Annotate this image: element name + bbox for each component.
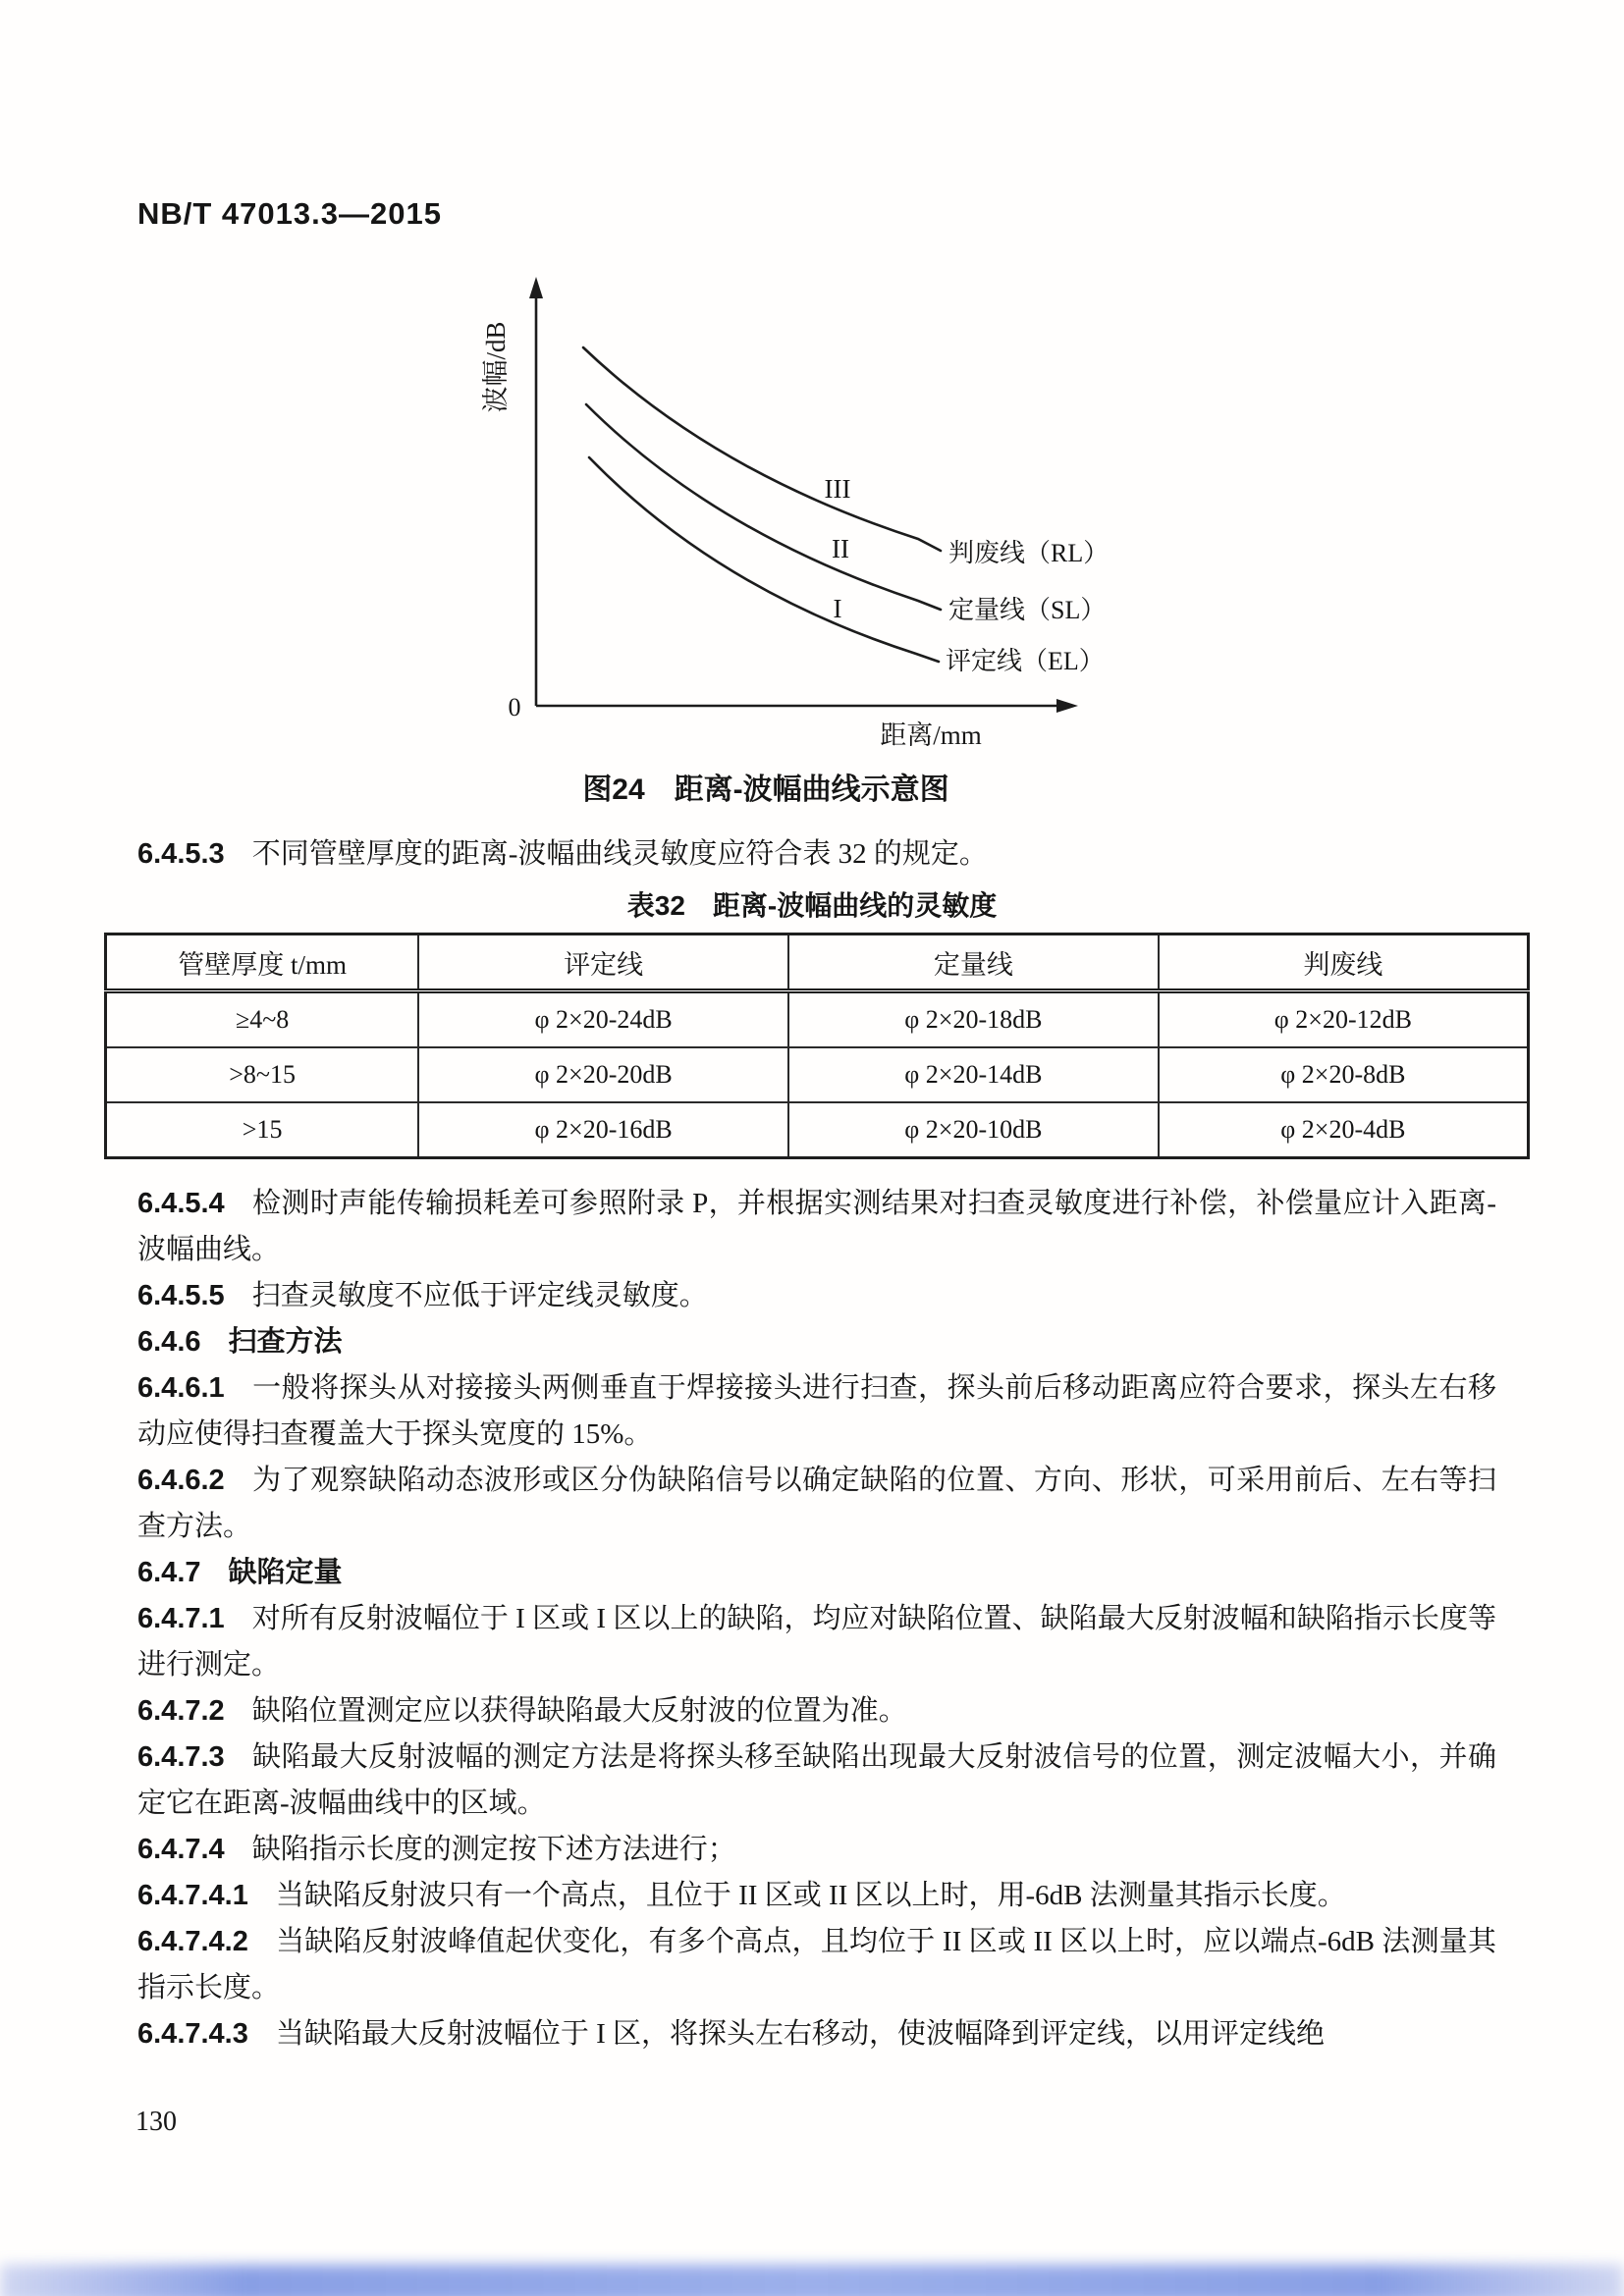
table-cell: φ 2×20-4dB xyxy=(1159,1102,1529,1158)
clause-text: 扫查灵敏度不应低于评定线灵敏度。 xyxy=(251,1280,708,1311)
table-cell: φ 2×20-20dB xyxy=(418,1047,788,1102)
table-cell: φ 2×20-18dB xyxy=(788,991,1159,1048)
table-cell: φ 2×20-8dB xyxy=(1159,1047,1529,1102)
clause-6.4.5.5 xyxy=(137,1273,1496,1319)
clause-6.4.7.4.2 xyxy=(137,1919,1496,2011)
clause-6.4.7 xyxy=(137,1550,1496,1596)
curve-evaluate-line xyxy=(589,457,939,662)
clause-text: 不同管壁厚度的距离-波幅曲线灵敏度应符合表 32 的规定。 xyxy=(251,838,988,870)
clause-number: 6.4.7.2 xyxy=(137,1695,225,1727)
zone-label-ii: II xyxy=(832,534,849,563)
clause-text: 缺陷最大反射波幅的测定方法是将探头移至缺陷出现最大反射波信号的位置，测定波幅大小，并确定它在距离-波幅曲线中的区域。 xyxy=(137,1741,1496,1819)
clause-6.4.6.2 xyxy=(137,1458,1496,1550)
clause-text: 一般将探头从对接接头两侧垂直于焊接接头进行扫查，探头前后移动距离应符合要求，探头左右移动应使得扫查覆盖大于探头宽度的 15%。 xyxy=(137,1372,1496,1450)
clause-number: 6.4.7.4.2 xyxy=(137,1926,248,1957)
clause-text: 缺陷定量 xyxy=(228,1557,343,1588)
clause-number: 6.4.5.4 xyxy=(137,1188,225,1219)
table-row xyxy=(106,991,1529,1048)
y-axis-arrow-icon xyxy=(529,277,543,298)
scan-artifact-band xyxy=(0,2265,1624,2296)
curve-label-sl: 定量线（SL） xyxy=(948,596,1107,624)
clause-number: 6.4.7.4.3 xyxy=(137,2018,248,2050)
clause-text: 当缺陷最大反射波幅位于 I 区，将探头左右移动，使波幅降到评定线，以用评定线绝 xyxy=(275,2018,1326,2050)
table-header-evaluate: 评定线 xyxy=(418,934,788,991)
clause-6.4.6 xyxy=(137,1319,1496,1365)
clause-text: 对所有反射波幅位于 I 区或 I 区以上的缺陷，均应对缺陷位置、缺陷最大反射波幅和缺陷指示长度等进行测定。 xyxy=(137,1603,1496,1681)
clause-6.4.7.4.3 xyxy=(137,2011,1496,2057)
table-cell: >15 xyxy=(106,1102,419,1158)
table-row xyxy=(106,1102,1529,1158)
figure-24 xyxy=(471,263,1286,759)
clause-number: 6.4.5.3 xyxy=(137,838,225,870)
clause-number: 6.4.7.4.1 xyxy=(137,1880,248,1911)
clause-text: 当缺陷反射波峰值起伏变化，有多个高点，且均位于 II 区或 II 区以上时，应以端点-6dB 法测量其指示长度。 xyxy=(137,1926,1496,2003)
clause-list xyxy=(137,1181,1496,2057)
table-cell: φ 2×20-24dB xyxy=(418,991,788,1048)
table-cell: φ 2×20-10dB xyxy=(788,1102,1159,1158)
clause-6.4.7.4.1 xyxy=(137,1873,1496,1919)
clause-6.4.7.3 xyxy=(137,1735,1496,1827)
clause-number: 6.4.7.3 xyxy=(137,1741,225,1773)
table-cell: φ 2×20-16dB xyxy=(418,1102,788,1158)
dac-curve-chart xyxy=(471,263,1286,759)
curve-label-rl: 判废线（RL） xyxy=(948,539,1110,567)
clause-number: 6.4.5.5 xyxy=(137,1280,225,1311)
clause-text: 缺陷指示长度的测定按下述方法进行； xyxy=(251,1834,736,1865)
table-cell: φ 2×20-12dB xyxy=(1159,991,1529,1048)
zone-label-i: I xyxy=(833,594,842,623)
standard-number: NB/T 47013.3—2015 xyxy=(137,196,442,231)
clause-6.4.5.4 xyxy=(137,1181,1496,1273)
clause-number: 6.4.6 xyxy=(137,1326,201,1358)
table-cell: ≥4~8 xyxy=(106,991,419,1048)
table-header-quantify: 定量线 xyxy=(788,934,1159,991)
clause-number: 6.4.7 xyxy=(137,1557,201,1588)
clause-6.4.7.2 xyxy=(137,1688,1496,1735)
clause-text: 为了观察缺陷动态波形或区分伪缺陷信号以确定缺陷的位置、方向、形状，可采用前后、左右等扫查方法。 xyxy=(137,1465,1496,1542)
table-header-row xyxy=(106,934,1529,991)
zone-label-iii: III xyxy=(824,474,851,504)
clause-text: 缺陷位置测定应以获得缺陷最大反射波的位置为准。 xyxy=(251,1695,907,1727)
figure-caption: 图24 距离-波幅曲线示意图 xyxy=(582,774,949,806)
page-number: 130 xyxy=(135,2107,177,2137)
clause-number: 6.4.7.1 xyxy=(137,1603,225,1634)
origin-label: 0 xyxy=(508,693,521,721)
y-axis-label: 波幅/dB xyxy=(481,321,511,413)
curve-label-el: 评定线（EL） xyxy=(946,647,1105,675)
clause-text: 当缺陷反射波只有一个高点，且位于 II 区或 II 区以上时，用-6dB 法测量其指示长度。 xyxy=(275,1880,1346,1911)
table-header-reject: 判废线 xyxy=(1159,934,1529,991)
clause-6-4-5-3 xyxy=(137,831,1504,878)
clause-6.4.6.1 xyxy=(137,1365,1496,1458)
table-body xyxy=(106,991,1529,1158)
table-header-thickness: 管壁厚度 t/mm xyxy=(106,934,419,991)
curve-quantify-line xyxy=(586,404,941,610)
table-32 xyxy=(104,933,1530,1159)
table-row xyxy=(106,1047,1529,1102)
clause-6.4.7.1 xyxy=(137,1596,1496,1688)
clause-number: 6.4.6.2 xyxy=(137,1465,225,1496)
x-axis-arrow-icon xyxy=(1056,699,1078,713)
table-cell: >8~15 xyxy=(106,1047,419,1102)
x-axis-label: 距离/mm xyxy=(880,721,982,750)
clause-text: 扫查方法 xyxy=(228,1326,343,1358)
clause-text: 检测时声能传输损耗差可参照附录 P，并根据实测结果对扫查灵敏度进行补偿，补偿量应计入距离-波幅曲线。 xyxy=(137,1188,1496,1265)
table-title: 表32 距离-波幅曲线的灵敏度 xyxy=(626,890,998,921)
clause-number: 6.4.6.1 xyxy=(137,1372,225,1404)
clause-6.4.7.4 xyxy=(137,1827,1496,1873)
clause-number: 6.4.7.4 xyxy=(137,1834,225,1865)
table-cell: φ 2×20-14dB xyxy=(788,1047,1159,1102)
